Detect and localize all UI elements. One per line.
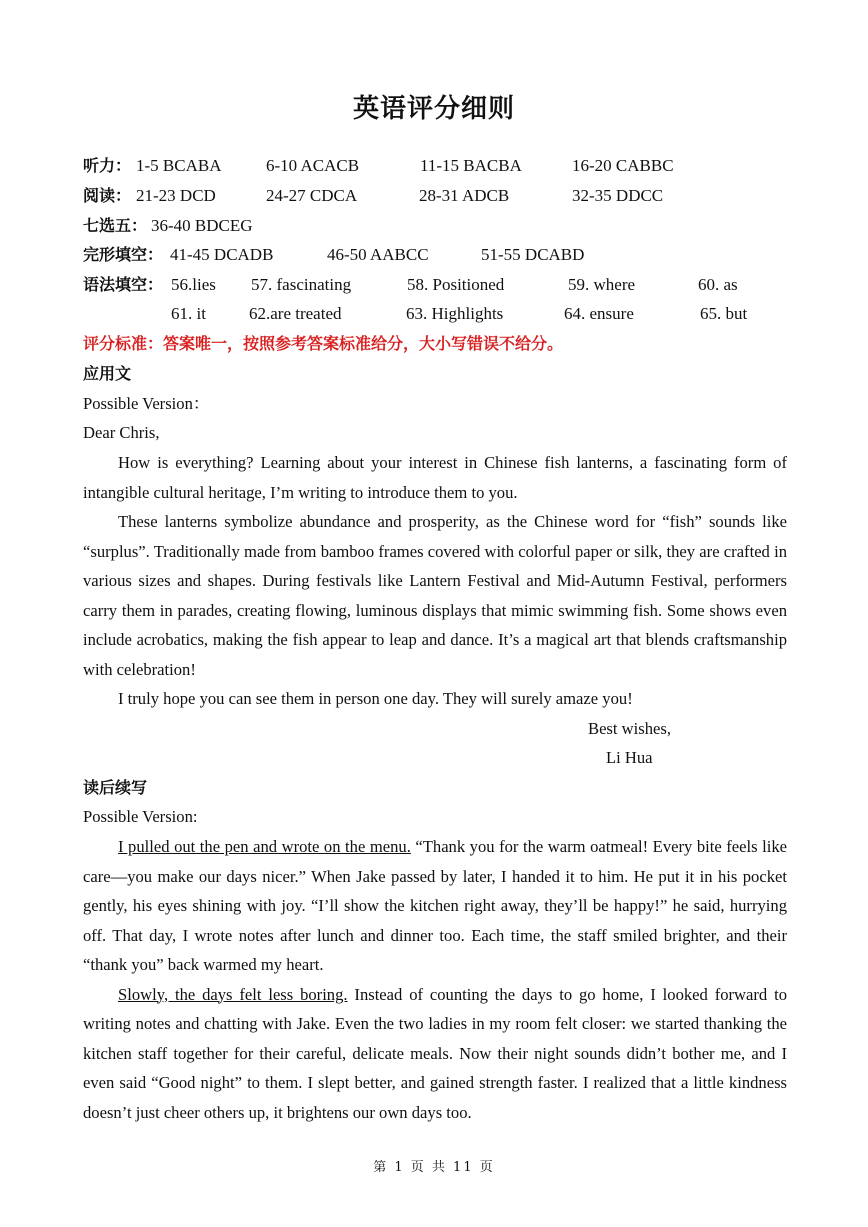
writing-paragraph: These lanterns symbolize abundance and prosperity, as the Chinese word for “fish” sounds like “surplus”. Traditionally made from bamboo frames covered with colorful paper or silk, they are crafted in various sizes and shapes. During festivals like Lantern Festival and Mid-Autumn Festival, performers carry them in parades, creating flowing, luminous displays that mimic swimming fish. Some shows even include acrobatics, making the fish appear to leap and dance. It’s a magical art that blends craftsmanship with celebration! [83,512,787,679]
grammar-answer: 56.lies [171,275,216,294]
grammar-label: 语法填空： [83,275,164,294]
answer-group: 6-10 ACACB [266,156,360,175]
grammar-answer: 60. as [698,275,738,294]
answer-group: 21-23 DCD [136,186,216,205]
answer-group: 36-40 BDCEG [151,216,253,235]
grammar-answer: 63. Highlights [406,304,504,323]
answer-group: 46-50 AABCC [327,245,429,264]
grammar-answer: 65. but [700,304,748,323]
writing-salutation: Dear Chris, [83,423,160,442]
paragraph-text: Instead of counting the days to go home, I looked forward to writing notes and chatting with Jake. Even the two ladies in my room felt closer: we started thanking the kitchen staff together for their careful, delicate meals. Now their night sounds didn’t bother me, and I even said “Good night” to them. I slept better, and gained strength faster. I realized that a little kindness doesn’t just cheer others up, it brightens our own days too. [83,984,787,1122]
underlined-start-sentence: I pulled out the pen and wrote on the menu. [118,837,411,856]
answer-group: 16-20 CABBC [572,156,674,175]
continuation-version-label: Possible Version: [83,807,198,826]
reading-label: 阅读： [83,186,132,205]
page-title: 英语评分细则 [352,94,515,124]
listening-label: 听力： [83,156,132,175]
continuation-heading: 读后续写 [83,778,148,797]
writing-heading: 应用文 [83,364,132,383]
grammar-answer: 64. ensure [564,304,634,323]
answer-group: 32-35 DDCC [572,186,664,205]
writing-signature: Li Hua [606,748,653,767]
answer-group: 28-31 ADCB [419,186,510,205]
seven-label: 七选五： [83,216,148,235]
continuation-paragraph [83,832,787,980]
paragraph-text: “Thank you for the warm oatmeal! Every bite feels like care—you make our days nicer.” When Jake passed by later, I handed it to him. He put it in his pocket gently, his eyes shining with joy. “I’ll show the kitchen right away, they’ll be happy!” he said, hurrying off. That day, I wrote notes after lunch and dinner too. Each time, the staff smiled brighter, and their “thank you” back warmed my heart. [83,837,787,974]
grammar-answer: 58. Positioned [407,275,505,294]
writing-paragraph: How is everything? Learning about your interest in Chinese fish lanterns, a fascinating form of intangible cultural heritage, I’m writing to introduce them to you. [83,453,787,502]
cloze-label: 完形填空： [83,245,164,264]
underlined-start-sentence: Slowly, the days felt less boring. [118,984,348,1004]
grammar-answer: 62.are treated [249,304,342,323]
continuation-body [83,832,787,1127]
answer-group: 24-27 CDCA [266,186,358,205]
grammar-answer: 57. fascinating [251,275,352,294]
scoring-criteria: 评分标准：答案唯一，按照参考答案标准给分，大小写错误不给分。 [83,334,564,353]
writing-closing: Best wishes, [588,719,671,738]
writing-paragraph: I truly hope you can see them in person one day. They will surely amaze you! [118,689,633,708]
grammar-answer: 59. where [568,275,636,294]
writing-version-label: Possible Version： [83,394,210,413]
answer-group: 51-55 DCABD [481,245,585,264]
answer-group: 41-45 DCADB [170,245,274,264]
answer-group: 1-5 BCABA [136,156,222,175]
grammar-answer: 61. it [171,304,206,323]
writing-body [83,448,787,714]
continuation-paragraph [83,980,787,1128]
page-footer: 第 1 页 共 11 页 [373,1160,495,1175]
answer-group: 11-15 BACBA [420,156,522,175]
